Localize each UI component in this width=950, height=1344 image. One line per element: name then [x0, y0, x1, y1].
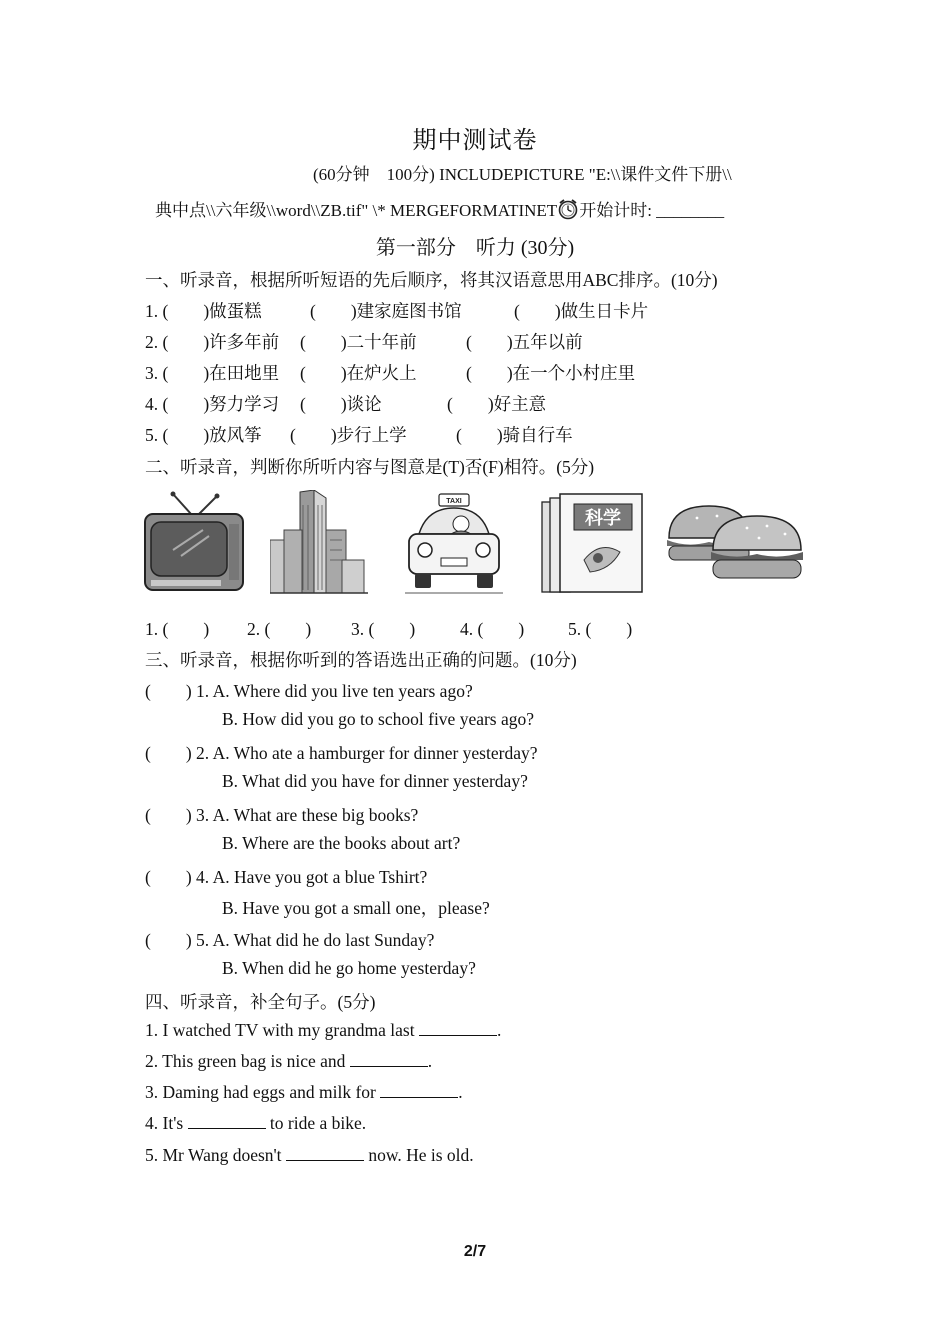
question-option-b: B. What did you have for dinner yesterday?	[222, 771, 528, 791]
question-option-b: B. How did you go to school five years ago?	[222, 709, 535, 729]
fill-sentence: 3. Daming had eggs and milk for .	[145, 1082, 463, 1102]
answer-blank-4[interactable]: 4. ( )	[460, 619, 525, 639]
fill-blank[interactable]	[188, 1114, 266, 1129]
answer-blank-3[interactable]: 3. ( )	[351, 619, 416, 639]
list-item: 1. ( )做蛋糕	[145, 301, 262, 321]
question-option-a: ( ) 5. A. What did he do last Sunday?	[145, 930, 435, 950]
section-1-title: 一、听录音，根据所听短语的先后顺序，将其汉语意思用ABC排序。(10分)	[145, 270, 718, 290]
list-item: ( )谈论	[300, 394, 382, 414]
fill-blank[interactable]	[380, 1083, 458, 1098]
fill-sentence: 2. This green bag is nice and .	[145, 1051, 433, 1071]
page-number: 2/7	[463, 1243, 487, 1260]
hamburgers-image	[667, 490, 803, 595]
fill-sentence: 1. I watched TV with my grandma last .	[145, 1020, 502, 1040]
clock-icon	[557, 198, 579, 220]
list-item: ( )在炉火上	[300, 363, 417, 383]
section-3-title: 三、听录音，根据你听到的答语选出正确的问题。(10分)	[145, 650, 577, 670]
fill-blank[interactable]	[419, 1021, 497, 1036]
list-item: ( )步行上学	[290, 425, 407, 445]
question-option-a: ( ) 1. A. Where did you live ten years ago?	[145, 681, 473, 701]
tv-image	[143, 490, 246, 595]
list-item: 3. ( )在田地里	[145, 363, 280, 383]
buildings-image	[270, 490, 368, 595]
header-line-2	[155, 196, 724, 221]
question-option-b: B. Have you got a small one，please?	[222, 898, 490, 918]
list-item: ( )五年以前	[466, 332, 583, 352]
timer-label: 开始计时: ________	[579, 201, 725, 220]
question-option-b: B. Where are the books about art?	[222, 833, 461, 853]
list-item: ( )骑自行车	[456, 425, 573, 445]
list-item: ( )好主意	[447, 394, 547, 414]
field-code-text: 典中点\\六年级\\word\\ZB.tif" \* MERGEFORMATINET	[155, 201, 558, 220]
question-option-a: ( ) 4. A. Have you got a blue Tshirt?	[145, 867, 428, 887]
list-item: ( )建家庭图书馆	[310, 301, 462, 321]
svg-text:科学: 科学	[585, 508, 621, 529]
fill-blank[interactable]	[350, 1052, 428, 1067]
section-4-title: 四、听录音，补全句子。(5分)	[145, 992, 376, 1012]
header-line-1: (60分钟 100分) INCLUDEPICTURE "E:\\课件文件下册\\	[313, 165, 732, 184]
list-item: ( )做生日卡片	[514, 301, 649, 321]
question-option-b: B. When did he go home yesterday?	[222, 958, 476, 978]
list-item: 4. ( )努力学习	[145, 394, 280, 414]
list-item: 2. ( )许多年前	[145, 332, 280, 352]
fill-blank[interactable]	[286, 1146, 364, 1161]
question-option-a: ( ) 2. A. Who ate a hamburger for dinner yesterday?	[145, 743, 538, 763]
answer-blank-2[interactable]: 2. ( )	[247, 619, 312, 639]
question-option-a: ( ) 3. A. What are these big books?	[145, 805, 419, 825]
part-heading: 第一部分 听力 (30分)	[375, 237, 575, 259]
section-2-title: 二、听录音，判断你所听内容与图意是(T)否(F)相符。(5分)	[145, 457, 595, 477]
answer-blank-5[interactable]: 5. ( )	[568, 619, 633, 639]
list-item: 5. ( )放风筝	[145, 425, 262, 445]
taxi-image	[405, 490, 503, 595]
answer-blank-1[interactable]: 1. ( )	[145, 619, 210, 639]
fill-sentence: 5. Mr Wang doesn't now. He is old.	[145, 1145, 474, 1165]
svg-text:TAXI: TAXI	[446, 498, 462, 505]
fill-sentence: 4. It's to ride a bike.	[145, 1113, 367, 1133]
science-books-image	[540, 490, 644, 595]
page-title: 期中测试卷	[412, 128, 538, 154]
list-item: ( )在一个小村庄里	[466, 363, 636, 383]
list-item: ( )二十年前	[300, 332, 417, 352]
